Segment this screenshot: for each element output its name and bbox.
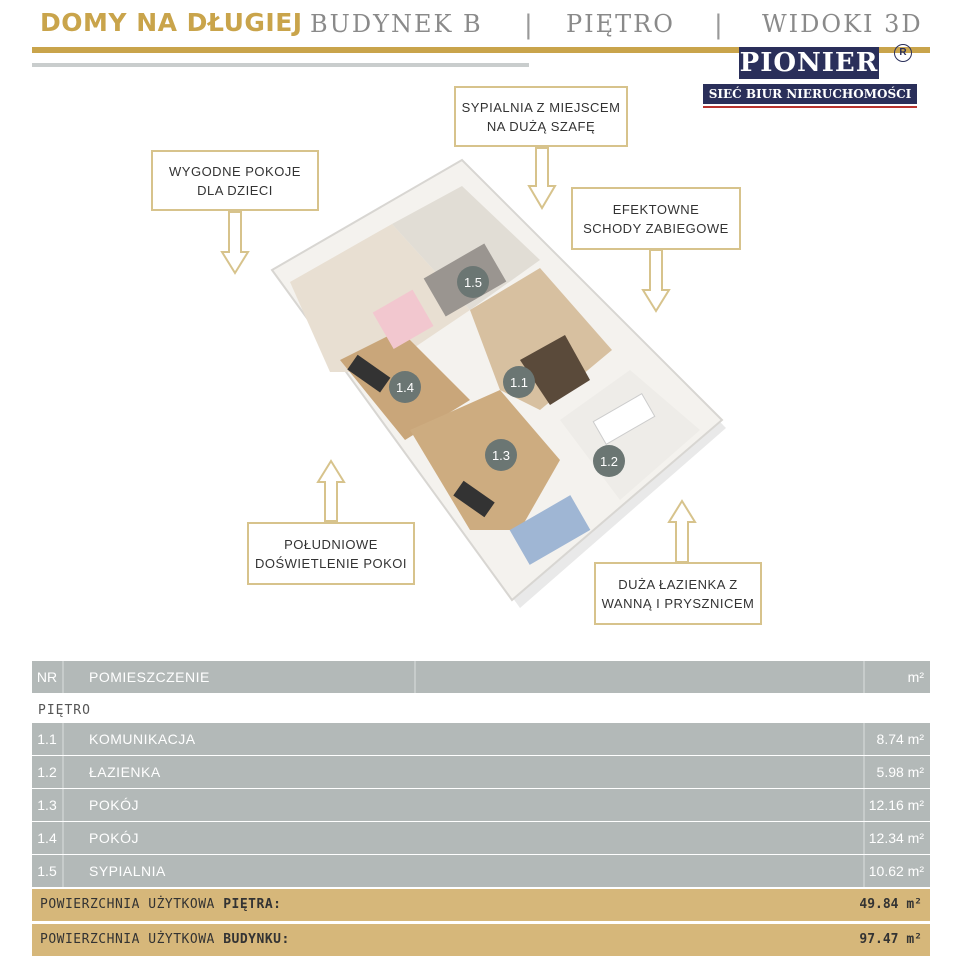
brand-title: DOMY NA DŁUGIEJ [40,8,303,37]
summary-value: 97.47 m² [859,932,922,947]
row-nr: 1.2 [32,756,64,788]
column-divider [863,789,865,821]
room-marker[interactable] [593,445,625,477]
summary-label-text: POWIERZCHNIA UŻYTKOWA [40,897,215,912]
callout-line: WANNĄ I PRYSZNICEM [601,595,755,611]
building-label[interactable]: BUDYNEK B [310,10,483,38]
views-3d-tab[interactable]: WIDOKI 3D [762,10,923,38]
column-divider [863,822,865,854]
table-row [32,822,930,854]
arrow-up-icon [318,461,344,521]
summary-label-bold: BUDYNKU: [223,932,290,947]
callout-line: EFEKTOWNE [612,201,700,217]
summary-label [40,924,290,956]
summary-value: 49.84 m² [859,897,922,912]
summary-label-text: POWIERZCHNIA UŻYTKOWA [40,932,215,947]
pionier-logo-subtitle: SIEĆ BIUR NIERUCHOMOŚCI [703,84,917,104]
header-nr: NR [32,661,64,693]
row-nr: 1.4 [32,822,64,854]
callout-line: NA DUŻĄ SZAFĘ [486,118,596,134]
row-area: 10.62 m² [868,863,924,879]
callout-line: SCHODY ZABIEGOWE [583,220,729,236]
callout-kids-rooms [151,150,319,211]
row-area: 12.16 m² [868,797,924,813]
column-divider [863,756,865,788]
row-name: KOMUNIKACJA [89,731,196,747]
row-nr: 1.3 [32,789,64,821]
header-separator: | [524,10,533,40]
summary-label-bold: PIĘTRA: [223,897,282,912]
summary-label [40,889,282,921]
floor-section-label: PIĘTRO [38,703,91,718]
row-area: 5.98 m² [876,764,924,780]
row-name: SYPIALNIA [89,863,166,879]
row-name: ŁAZIENKA [89,764,161,780]
row-name: POKÓJ [89,830,139,846]
room-marker[interactable] [389,371,421,403]
room-marker[interactable] [457,266,489,298]
floor-tab[interactable]: PIĘTRO [566,10,675,38]
column-divider [863,723,865,755]
callout-line: DLA DZIECI [197,182,273,198]
svg-text:1.3: 1.3 [491,448,511,463]
column-divider [863,855,865,887]
callout-line: SYPIALNIA Z MIEJSCEM [461,99,621,115]
svg-text:1.2: 1.2 [599,454,619,469]
registered-mark-icon: R [894,44,912,62]
callout-line: WYGODNE POKOJE [169,163,301,179]
arrow-down-icon [222,212,248,273]
callout-bathroom [594,562,762,625]
svg-text:1.5: 1.5 [463,275,483,290]
summary-floor-area [32,889,930,921]
table-row [32,855,930,887]
pionier-logo: PIONIER [739,48,879,78]
arrow-down-icon [643,250,669,311]
summary-building-area [32,924,930,956]
svg-text:1.4: 1.4 [395,380,415,395]
row-area: 8.74 m² [876,731,924,747]
svg-text:1.1: 1.1 [509,375,529,390]
table-header-row [32,661,930,693]
room-marker[interactable] [485,439,517,471]
callout-stairs [571,187,741,250]
callout-line: DUŻA ŁAZIENKA Z [618,576,738,592]
row-nr: 1.1 [32,723,64,755]
callout-line: DOŚWIETLENIE POKOI [254,555,408,571]
callout-line: POŁUDNIOWE [284,536,378,552]
row-area: 12.34 m² [868,830,924,846]
table-row [32,756,930,788]
table-row [32,789,930,821]
arrow-up-icon [669,501,695,562]
row-nr: 1.5 [32,855,64,887]
callout-south [247,522,415,585]
column-divider [414,661,416,693]
table-row [32,723,930,755]
room-marker[interactable] [503,366,535,398]
column-divider [863,661,865,693]
row-name: POKÓJ [89,797,139,813]
header-name: POMIESZCZENIE [89,669,210,685]
arrow-down-icon [529,148,555,208]
header-separator: | [714,10,723,40]
header-area: m² [907,669,924,685]
callout-bedroom [454,86,628,147]
